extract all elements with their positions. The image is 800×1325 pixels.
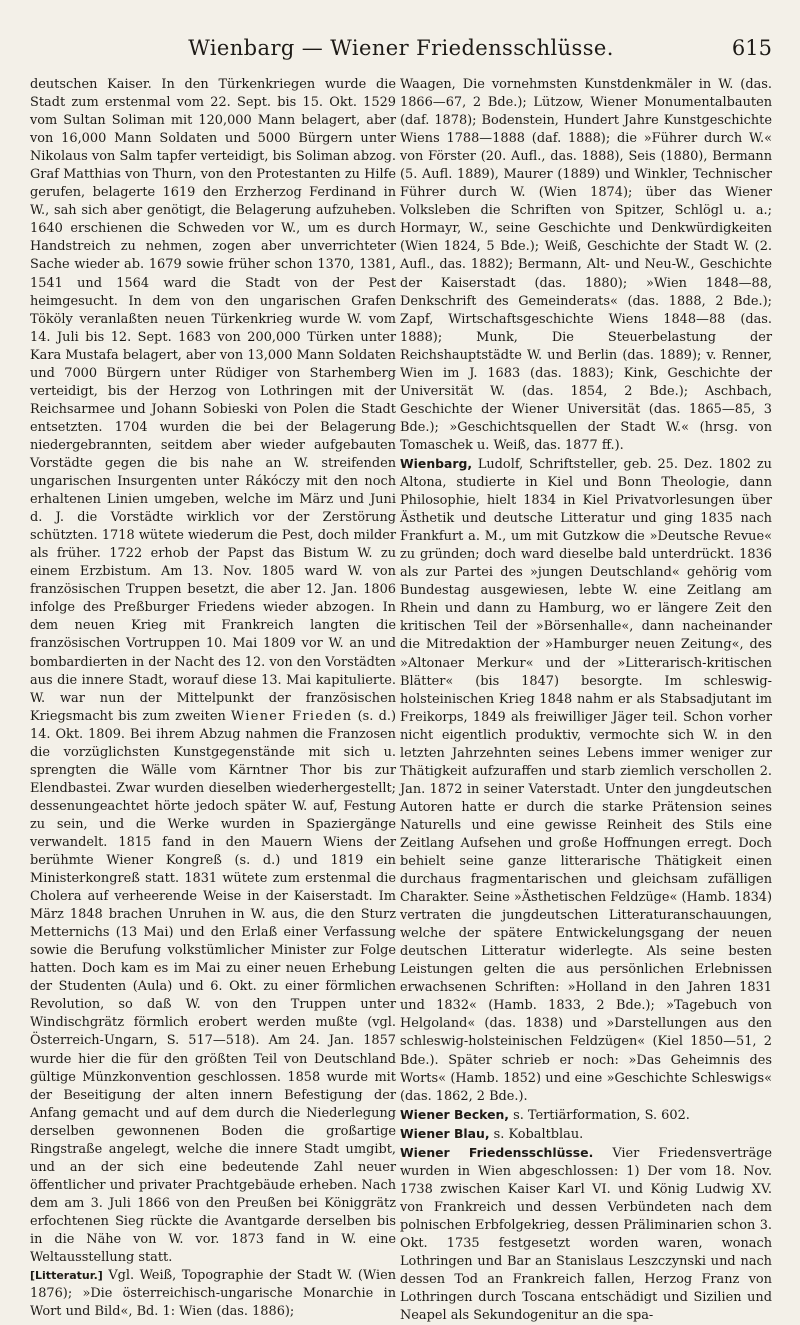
running-title: Wienbarg — Wiener Friedensschlüsse.: [188, 36, 614, 60]
literature-continuation: Waagen, Die vornehmsten Kunstdenkmäler in W. (das. 1866—67, 2 Bde.); Lützow, Wiener Monumentalbauten (daf. 1878); Bodenstein, Hundert Jahre Kunstgeschichte Wiens 1788—1888 (daf. 1888); die »Führer durch W.« von Förster (20. Aufl., das. 1888), Seis (1880), Bermann (5. Aufl. 1889), Maurer (1889) und Winkler, Technischer Führer durch W. (Wien 1874); über das Wiener Volksleben die Schriften von Spitzer, Schlögl u. a.; Hormayr, W., seine Geschichte und Denkwürdigkeiten (Wien 1824, 5 Bde.); Weiß, Geschichte der Stadt W. (2. Aufl., das. 1882); Bermann, Alt- und Neu-W., Geschichte der Kaiserstadt (das. 1880); »Wien 1848—88, Denkschrift des Gemeinderats« (das. 1888, 2 Bde.); Zapf, Wirtschaftsgeschichte Wiens 1848—88 (das. 1888); Munk, Die Steuerbelastung der Reichshauptstädte W. und Berlin (das. 1889); v. Renner, Wien im J. 1683 (das. 1883); Kink, Geschichte der Universität W. (das. 1854, 2 Bde.); Aschbach, Geschichte der Wiener Universität (das. 1865—85, 3 Bde.); »Geschichtsquellen der Stadt W.« (hrsg. von Tomaschek u. Weiß, das. 1877 ff.).: [400, 77, 772, 453]
literature-label: [Litteratur.]: [30, 1269, 103, 1283]
entry-wiener-friedensschluesse: [400, 1144, 772, 1325]
spaced-term-wiener-frieden: Wiener Frieden: [231, 708, 353, 724]
right-column: [400, 76, 773, 1324]
left-column: [30, 76, 396, 1320]
headword-wiener-blau: Wiener Blau,: [400, 1125, 490, 1141]
history-text-tail: (s. d.) 14. Okt. 1809. Bei ihrem Abzug nahmen die Franzosen die vorzüglichsten Kunstgegenstände mit sich u. sprengten die Wälle vom Kärntner Thor bis zur Elendbastei. Zwar wurden dieselben wiederhergestellt; dessenungeachtet hörte jedoch später W. auf, Festung zu sein, und die Werke wurden in Spaziergänge verwandelt. 1815 fand in den Mauern Wiens der berühmte Wiener Kongreß (s. d.) und 1819 ein Ministerkongreß statt. 1831 wütete zum erstenmal die Cholera auf verheerende Weise in der Kaiserstadt. Im März 1848 brachen Unruhen in W. aus, die den Sturz Metternichs (13 Mai) und den Erlaß einer Verfassung sowie die Berufung volkstümlicher Minister zur Folge hatten. Doch kam es im Mai zu einer neuen Erhebung der Studenten (Aula) und 6. Okt. zu einer förmlichen Revolution, so daß W. von den Truppen unter Windischgrätz förmlich erobert werden mußte (vgl. Österreich-Ungarn, S. 517—518). Am 24. Jan. 1857 wurde hier die für den größten Teil von Deutschland gültige Münzkonvention geschlossen. 1858 wurde mit der Beseitigung der alten innern Befestigung der Anfang gemacht und auf dem durch die Niederlegung derselben gewonnenen Boden die großartige Ringstraße angelegt, welche die innere Stadt umgibt, und an der sich eine bedeutende Zahl neuer öffentlicher und privater Prachtgebäude erheben. Nach dem am 3. Juli 1866 von den Preußen bei Königgrätz erfochtenen Sieg rückte die Avantgarde derselben bis in die Nähe von W. vor. 1873 fand in W. eine Weltausstellung statt.: [30, 708, 396, 1266]
headword-wiener-becken: Wiener Becken,: [400, 1106, 509, 1122]
entry-wienbarg-text: Ludolf, Schriftsteller, geb. 25. Dez. 1802 zu Altona, studierte in Kiel und Bonn Theologie, dann Philosophie, hielt 1834 in Kiel Privatvorlesungen über Ästhetik und deutsche Litteratur und ging 1835 nach Frankfurt a. M., um mit Gutzkow die »Deutsche Revue« zu gründen; doch ward dieselbe bald unterdrückt. 1836 als zur Partei des »jungen Deutschland« gehörig vom Bundestag ausgewiesen, lebte W. eine Zeitlang am Rhein und dann zu Hamburg, wo er längere Zeit den kritischen Teil der »Börsenhalle«, dann nacheinander die Mitredaktion der »Hamburger neuen Zeitung«, des »Altonaer Merkur« und der »Litterarisch-kritischen Blätter« (bis 1847) besorgte. Im schleswig-holsteinischen Krieg 1848 nahm er als Stabsadjutant im Freikorps, 1849 als freiwilliger Jäger teil. Schon vorher nicht eigentlich produktiv, vermochte sich W. in den letzten Jahrzehnten seines Lebens immer weniger zur Thätigkeit aufzuraffen und starb ziemlich verschollen 2. Jan. 1872 in seiner Vaterstadt. Unter den jungdeutschen Autoren hatte er durch die starke Prätension seines Naturells und eine gewisse Reinheit des Stils eine Zeitlang Aufsehen und große Hoffnungen erregt. Doch behielt seine ganze litterarische Thätigkeit einen durchaus fragmentarischen und gleichsam zufälligen Charakter. Seine »Ästhetischen Feldzüge« (Hamb. 1834) vertraten die jungdeutschen Litteraturanschauungen, welche der spätere Entwickelungsgang der neuen deutschen Litteratur widerlegte. Als seine besten Leistungen gelten die aus persönlichen Erlebnissen erwachsenen Schriften: »Holland in den Jahren 1831 und 1832« (Hamb. 1833, 2 Bde.); »Tagebuch von Helgoland« (das. 1838) und »Darstellungen aus den schleswig-holsteinischen Feldzügen« (Kiel 1850—51, 2 Bde.). Später schrieb er noch: »Das Geheimnis des Worts« (Hamb. 1852) und eine »Geschichte Schleswigs« (das. 1862, 2 Bde.).: [400, 456, 772, 1104]
headword-wienbarg: Wienbarg,: [400, 455, 473, 471]
page-header: [30, 36, 772, 70]
literature-paragraph: [30, 1267, 396, 1321]
literature-text: Vgl. Weiß, Topographie der Stadt W. (Wien 1876); »Die österreichisch-ungarische Monarchie in Wort und Bild«, Bd. 1: Wien (das. 1886);: [30, 1268, 396, 1320]
entry-wiener-becken: [400, 1106, 772, 1125]
vienna-history-paragraph: [30, 76, 396, 1267]
entry-wiener-becken-text: s. Tertiärformation, S. 602.: [509, 1107, 690, 1123]
entry-wienbarg: [400, 455, 772, 1106]
headword-wiener-friedensschluesse: Wiener Friedensschlüsse.: [400, 1144, 594, 1160]
entry-wiener-blau: [400, 1125, 772, 1144]
history-text: deutschen Kaiser. In den Türkenkriegen wurde die Stadt zum erstenmal vom 22. Sept. bis 15. Okt. 1529 vom Sultan Soliman mit 120,000 Mann belagert, aber von 16,000 Mann Soldaten und 5000 Bürgern unter Nikolaus von Salm tapfer verteidigt, bis Soliman abzog. Graf Matthias von Thurn, von den Protestanten zu Hilfe gerufen, belagerte 1619 den Erzherzog Ferdinand in W., sah sich aber genötigt, die Belagerung aufzuheben. 1640 erschienen die Schweden vor W., um es durch Handstreich zu nehmen, zogen aber unverrichteter Sache wieder ab. 1679 sowie früher schon 1370, 1381, 1541 und 1564 ward die Stadt von der Pest heimgesucht. In dem von den ungarischen Grafen Tököly veranlaßten neuen Türkenkrieg wurde W. vom 14. Juli bis 12. Sept. 1683 von 200,000 Türken unter Kara Mustafa belagert, aber von 13,000 Mann Soldaten und 7000 Bürgern unter Rüdiger von Starhemberg verteidigt, bis der Herzog von Lothringen mit der Reichsarmee und Johann Sobieski von Polen die Stadt entsetzten. 1704 wurden die bei der Belagerung niedergebrannten, seitdem aber wieder aufgebauten Vorstädte gegen die bis nahe an W. streifenden ungarischen Insurgenten unter Rákóczy mit den noch erhaltenen Linien umgeben, welche im März und Juni d. J. die Vorstädte wirklich vor der Zerstörung schützten. 1718 wütete wiederum die Pest, doch milder als früher. 1722 erhob der Papst das Bistum W. zu einem Erzbistum. Am 13. Nov. 1805 ward W. von französischen Truppen besetzt, die aber 12. Jan. 1806 infolge des Preßburger Friedens wieder abzogen. In dem neuen Krieg mit Frankreich langten die französischen Vortruppen 10. Mai 1809 vor W. an und bombardierten in der Nacht des 12. von den Vorstädten aus die innere Stadt, worauf diese 13. Mai kapitulierte. W. war nun der Mittelpunkt der französischen Kriegsmacht bis zum zweiten: [30, 77, 396, 724]
entry-wiener-friedensschluesse-text: Vier Friedensverträge wurden in Wien abgeschlossen: 1) Der vom 18. Nov. 1738 zwischen Kaiser Karl VI. und König Ludwig XV. von Frankreich und dessen Verbündeten nach dem polnischen Erbfolgekrieg, dessen Präliminarien schon 3. Okt. 1735 festgesetzt worden waren, wonach Lothringen und Bar an Stanislaus Leszczynski und nach dessen Tod an Frankreich fallen, Herzog Franz von Lothringen durch Toscana entschädigt und Sizilien und Neapel als Sekundogenitur an die spa-: [400, 1145, 773, 1324]
page-number: 615: [731, 36, 772, 60]
entry-wiener-blau-text: s. Kobaltblau.: [489, 1126, 584, 1142]
